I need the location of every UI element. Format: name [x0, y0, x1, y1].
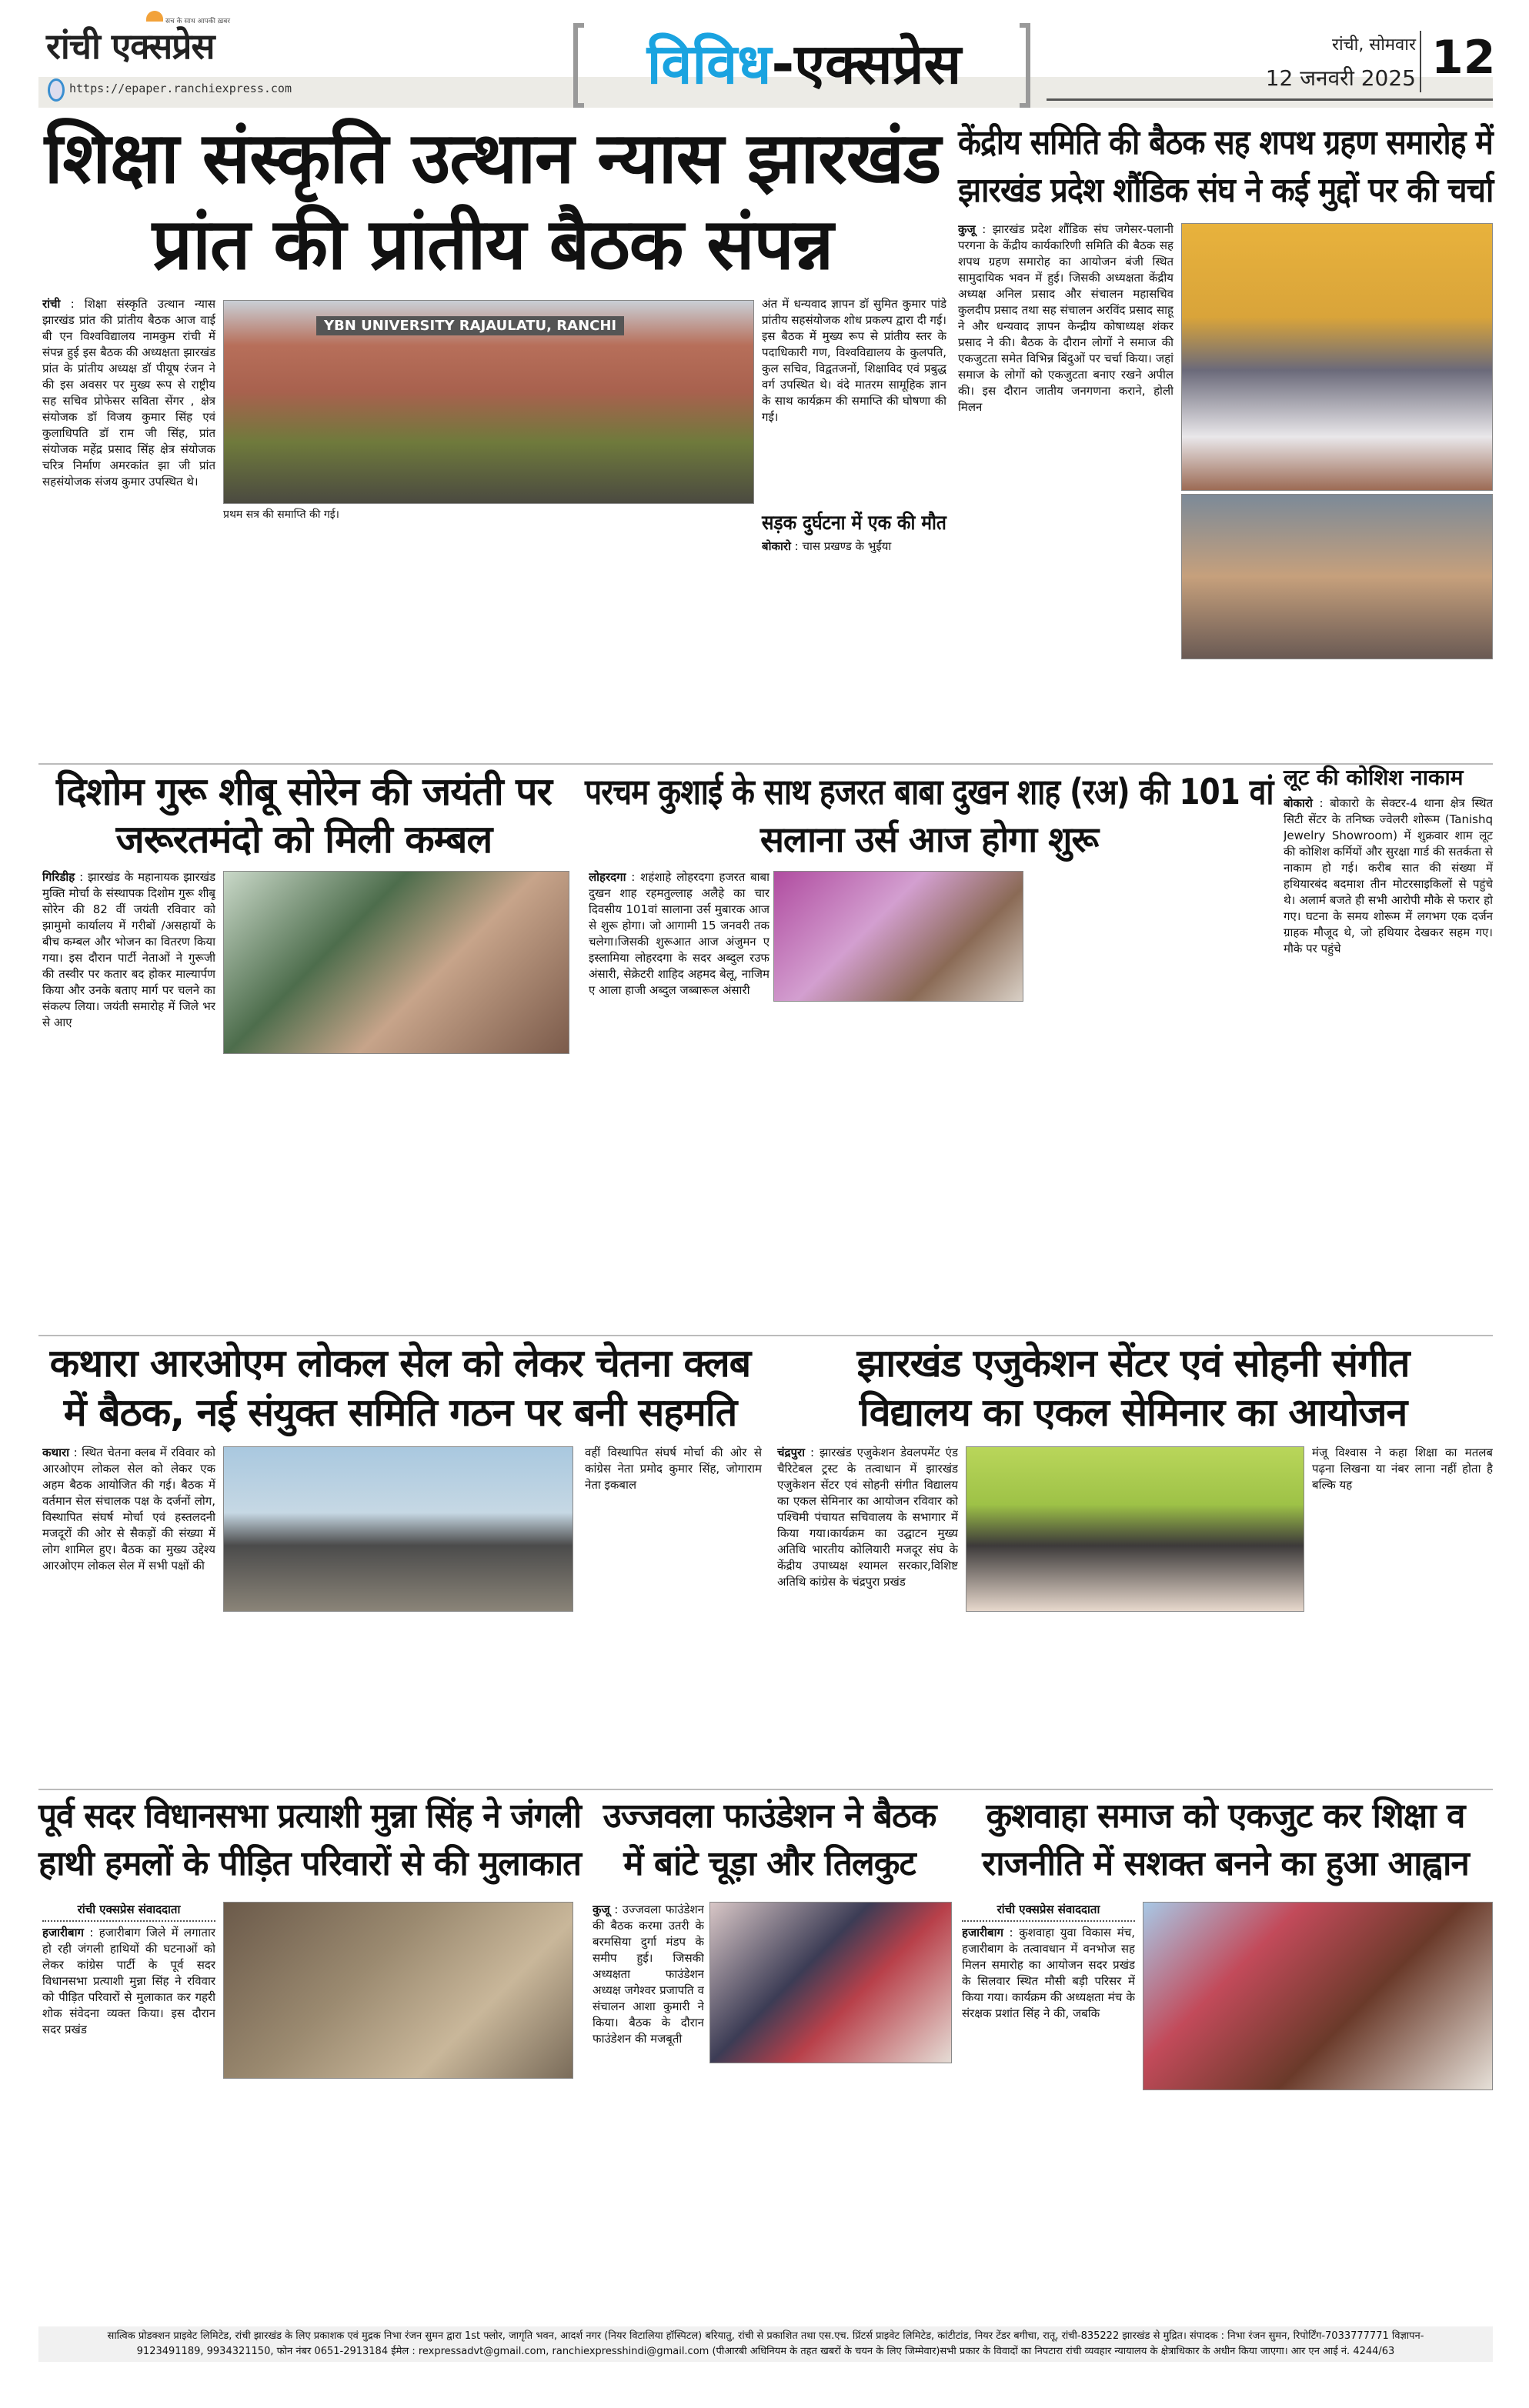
photo-shibu [223, 871, 569, 1054]
headline-ujjwala[interactable] [589, 1793, 950, 1888]
section-title-colored: विविध [646, 32, 772, 96]
dateline: बोकारो [1284, 796, 1313, 810]
photo-caption: प्रथम सत्र की समाप्ति की गई। [223, 509, 339, 521]
dateline: हजारीबाग [42, 1926, 84, 1939]
photo-shaundik [1181, 223, 1493, 491]
headline-line: झारखंड प्रदेश शौंडिक संघ ने कई मुद्दों पर की चर्चा [958, 171, 1494, 210]
body-text: : बोकारो के सेक्टर-4 थाना क्षेत्र स्थित सिटी सेंटर के तनिष्क ज्वेलरी शोरूम (Tanishq Jewelry Showroom) में शुक्रवार शाम लूट की कोशिश कर्मियों और सुरक्षा गार्ड की सतर्कता से नाकाम हो गई। करीब सात की संख्या में हथियारबंद बदमाश तीन मोटरसाइकिलों से पहुंचे थे। अलार्म बजते ही सभी आरोपी मौके से फरार हो गए। घटना के समय शोरूम में लगभग एक दर्जन ग्राहक मौजूद थे, जो हथियार देखकर सहम गए।मौके पर पहुंचे [1284, 796, 1493, 956]
photo-shiksha [223, 300, 754, 504]
body-text: : उज्जवला फाउंडेशन की बैठक करमा उतरी के बरमसिया दुर्गा मंडप के समीप हुई। जिसकी अध्यक्षता फाउंडेशन अध्यक्ष जगेश्वर प्रजापति व संचालन आशा कुमारी ने किया। बैठक के दौरान फाउंडेशन की मजबूती [593, 1903, 704, 2046]
bracket-right [1020, 23, 1030, 108]
headline-line: सलाना उर्स आज होगा शुरू [759, 819, 1099, 860]
dateline: कुजू [593, 1903, 610, 1916]
bracket-left [573, 23, 584, 108]
body-text: : झारखंड के महानायक झारखंड मुक्ति मोर्चा के संस्थापक दिशोम गुरू शीबू सोरेन की 82 वीं जयंती रविवार को झामुमो कार्यालय में गरीबों /असहायों के बीच कम्बल और भोजन का वितरण किया गया। इस दौरान पार्टी नेताओं ने गुरूजी की तस्वीर पर कतार बद होकर माल्यार्पण किया और उनके बताए मार्ग पर चलने का संकल्प लिया। जयंती समारोह में जिले भर से आए [42, 870, 215, 1029]
headline-line: जरूरतमंदो को मिली कम्बल [115, 817, 492, 862]
headline-kathara[interactable] [38, 1339, 762, 1437]
headline-line: में बांटे चूड़ा और तिलकुट [623, 1844, 916, 1883]
body-text: : शिक्षा संस्कृति उत्थान न्यास झारखंड प्रांत की प्रांतीय बैठक आज वाई बी एन विश्वविद्यालय नामकुम रांची में संपन्न हुई इस बैठक की अध्यक्षता झारखंड प्रांत के प्रांतीय अध्यक्ष डॉ पीयूष रंजन ने की इस अवसर पर मुख्य रूप से राष्ट्रीय सह सचिव प्रोफेसर सविता सेंगर , क्षेत्र संयोजक डॉ विजय कुमार सिंह एवं कुलाधिपति डॉ राम जी सिंह, प्रांत संयोजक महेंद्र प्रसाद सिंह क्षेत्र संयोजक चरित्र निर्माण अमरकांत झा जी प्रांत सहसंयोजक संजय कुमार उपस्थित थे। [42, 297, 215, 489]
photo-munna [223, 1902, 573, 2079]
body-text: : झारखंड एजुकेशन डेवलपमेंट एंड चैरिटेबल ट्रस्ट के तत्वाधान में झारखंड एजुकेशन सेंटर एवं सोहनी संगीत विद्यालय का एकल सेमिनार का आयोजन रविवार को पश्चिमी पंचायत सचिवालय के सभागार में किया गया।कार्यक्रम का उद्घाटन मुख्य अतिथि भारतीय कोलियारी मजदूर संघ के केंद्रीय उपाध्यक्ष श्यामल सरकार,विशिष्ट अतिथि कांग्रेस के चंद्रपुरा प्रखंड [777, 1446, 958, 1589]
body-text: : झारखंड प्रदेश शौंडिक संघ जगेसर-पलानी परगना के केंद्रीय कार्यकारिणी समिति की बैठक सह शपथ ग्रहण समारोह का आयोजन बंजी स्थित सामुदायिक भवन में हुई। जिसकी अध्यक्षता केंद्रीय अध्यक्ष अनिल प्रसाद और संचालन महासचिव कुलदीप प्रसाद तथा सह संचालन अरविंद प्रसाद साहू ने और धन्यवाद ज्ञापन केन्द्रीय कोषाध्यक्ष शंकर प्रसाद ने की। बैठक के दौरान लोगों ने समाज की एकजुटता समेत विभिन्न बिंदुओं पर चर्चा किया। जहां समाज के लोगों को एकजुटता बनाए रखने अपील की। इस दौरान जातीय जनगणना कराने, होली मिलन [958, 222, 1173, 414]
headline-line: उज्जवला फाउंडेशन ने बैठक [603, 1796, 936, 1836]
headline-munna[interactable] [38, 1793, 581, 1888]
section-title [593, 25, 1016, 100]
globe-icon [48, 78, 65, 102]
body-text: : चास प्रखण्ड के भुईंया [790, 539, 892, 553]
body-text: : शहंशाहे लोहरदगा हजरत बाबा दुखन शाह रहमतुल्लाह अलैहे का चार दिवसीय 101वां सालाना उर्स मुबारक आज से शुरू होगा। जो आगामी 15 जनवरी तक चलेगा।जिसकी शुरूआत आज अंजुमन ए इस्लामिया लोहरदगा के सदर अब्दुल रउफ अंसारी, सेक्रेटरी शाहिद अहमद बेलू, नाजिम ए आला हाजी अब्दुल जब्बारूल अंसारी [589, 870, 770, 997]
city-day: रांची, सोमवार [1331, 35, 1416, 55]
article-body-shaundik [958, 222, 1173, 752]
article-body-shiksha-end: अंत में धन्यवाद ज्ञापन डॉ सुमित कुमार पांडे प्रांतीय सहसंयोजक शोध प्रकल्प द्वारा दी गई। इस बैठक में मुख्य रूप से प्रांतीय स्तर के पदाधिकारी गण, विश्वविद्यालय के कुलपति, कुल सचिव, विद्वतजनों, शिक्षाविद एवं प्रबुद्ध वर्ग उपस्थित थे। वंदे मातरम सामूहिक ज्ञान के साथ कार्यक्रम की समाप्ति की घोषणा की गई। [762, 297, 946, 424]
section-divider [38, 1335, 1493, 1336]
headline-line: पूर्व सदर विधानसभा प्रत्याशी मुन्ना सिंह ने जंगली [38, 1796, 581, 1836]
imprint-footer [38, 2326, 1493, 2362]
photo-banner-text: YBN UNIVERSITY RAJAULATU, RANCHI [316, 316, 624, 335]
section-title-rest: -एक्सप्रेस [771, 32, 962, 96]
headline-line: कुशवाहा समाज को एकजुट कर शिक्षा व [986, 1796, 1465, 1836]
article-body-shiksha [42, 296, 215, 758]
imprint-line-1: सात्विक प्रोडक्शन प्राइवेट लिमिटेड, रांची झारखंड के लिए प्रकाशक एवं मुद्रक निभा रंजन सुमन द्वारा 1st फ्लोर, जागृति भवन, आदर्श नगर (नियर विटालिया हॉस्पिटल) बरियातु, रांची से प्रकाशित तथा एस.एच. प्रिंटर्स प्राइवेट लिमिटेड, कांटीटांड, नियर टेंडर बगीचा, रातू, रांची-835222 झारखंड से मुद्रित। संपादक : निभा रंजन सुमन, रिपोर्टिंग-7033777771 विज्ञापन- [107, 2330, 1424, 2342]
photo-urs [773, 871, 1023, 1002]
sun-logo-icon [146, 11, 163, 22]
body-text: : कुशवाहा युवा विकास मंच, हजारीबाग के तत्वावधान में वनभोज सह मिलन समारोह का आयोजन सदर प्रखंड के सिलवार स्थित मौसी बड़ी परिसर में किया गया। कार्यक्रम की अध्यक्षता मंच के संरक्षक प्रशांत सिंह ने की, जबकि [962, 1926, 1135, 2020]
headline-line: परचम कुशाई के साथ हजरत बाबा दुखन शाह (रअ) की 101 वां [585, 771, 1274, 812]
header-rule [1047, 98, 1493, 101]
dateline: कुजू [958, 222, 976, 236]
headline-line: प्रांत की प्रांतीय बैठक संपन्न [152, 203, 833, 285]
headline-sohni[interactable] [773, 1339, 1493, 1437]
epaper-url-link[interactable]: https://epaper.ranchiexpress.com [69, 82, 292, 95]
headline-shiksha[interactable] [38, 115, 946, 288]
page-number: 12 [1431, 31, 1496, 85]
dateline: लोहरदगा [589, 870, 626, 884]
photo-sohni [966, 1446, 1304, 1612]
section-divider [38, 763, 1493, 765]
headline-loot[interactable]: लूट की कोशिश नाकाम [1284, 765, 1464, 790]
article-body-kathara [42, 1445, 215, 1783]
issue-date: 12 जनवरी 2025 [1265, 65, 1416, 91]
photo-kushwaha [1143, 1902, 1493, 2090]
section-divider [38, 1789, 1493, 1790]
article-body-kathara-2: वहीं विस्थापित संघर्ष मोर्चा की ओर से कांग्रेस नेता प्रमोद कुमार सिंह, जोगाराम नेता इकबाल [585, 1446, 762, 1492]
body-text: : स्थित चेतना क्लब में रविवार को आरओएम लोकल सेल को लेकर एक अहम बैठक आयोजित की गई। बैठक में वर्तमान सेल संचालक पक्ष के दर्जनों लोग, विस्थापित संघर्ष मोर्चा एवं हस्तलदनी मजदूरों की ओर से सैकड़ों की संख्या में लोग शामिल हुए। बैठक का मुख्य उद्देश्य आरओएम लोकल सेल में सभी पक्षों की [42, 1446, 215, 1573]
headline-line: शिक्षा संस्कृति उत्थान न्यास झारखंड [44, 117, 941, 199]
headline-line: विद्यालय का एकल सेमिनार का आयोजन [859, 1390, 1407, 1435]
dateline: रांची [42, 297, 61, 311]
headline-urs[interactable] [585, 768, 1274, 863]
headline-accident[interactable]: सड़क दुर्घटना में एक की मौत [762, 512, 946, 535]
photo-kathara [223, 1446, 573, 1612]
divider [1420, 31, 1421, 92]
headline-line: में बैठक, नई संयुक्त समिति गठन पर बनी सहमति [63, 1390, 737, 1435]
byline: रांची एक्सप्रेस संवाददाता [42, 1902, 215, 1922]
article-kushwaha-text [962, 1902, 1135, 2317]
article-body-accident [762, 539, 946, 755]
photo-ujjwala [709, 1902, 952, 2063]
logo-tagline: सच के साथ आपकी ख़बर [165, 18, 231, 25]
article-body-shibu [42, 869, 215, 1331]
article-body-kushwaha [962, 1925, 1135, 2317]
article-body-loot [1284, 795, 1493, 1331]
article-body-sohni [777, 1445, 958, 1783]
headline-kushwaha[interactable] [958, 1793, 1493, 1888]
headline-line: झारखंड एजुकेशन सेंटर एवं सोहनी संगीत [856, 1341, 1410, 1386]
article-body-ujjwala [593, 1902, 704, 2317]
dateline: चंद्रपुरा [777, 1446, 806, 1459]
headline-line: राजनीति में सशक्त बनने का हुआ आह्वान [982, 1844, 1469, 1883]
article-body-munna [42, 1925, 215, 2317]
imprint-line-2: 9123491189, 9934321150, फोन नंबर 0651-2913184 ईमेल : rexpressadvt@gmail.com, ranchiexpresshindi@gmail.com (पीआरबी अधिनियम के तहत खबरों के चयन के लिए जिम्मेवार)सभी प्रकार के विवादों का निपटारा रांची व्यवहार न्यायालय के क्षेत्राधिकार के अधीन किया जाएगा। आर एन आई नं. 4244/63 [136, 2346, 1395, 2357]
article-munna-text [42, 1902, 215, 2317]
dateline: बोकारो [762, 539, 791, 553]
newspaper-logo[interactable]: रांची एक्सप्रेस [46, 25, 215, 67]
headline-shibu[interactable] [38, 768, 569, 863]
headline-line: दिशोम गुरू शीबू सोरेन की जयंती पर [56, 769, 552, 814]
article-body-urs [589, 869, 770, 1331]
headline-line: हाथी हमलों के पीड़ित परिवारों से की मुलाकात [38, 1844, 582, 1883]
headline-line: केंद्रीय समिति की बैठक सह शपथ ग्रहण समारोह में [958, 123, 1493, 162]
byline: रांची एक्सप्रेस संवाददाता [962, 1902, 1135, 1922]
headline-line: कथारा आरओएम लोकल सेल को लेकर चेतना क्लब [49, 1341, 751, 1386]
dateline: गिरिडीह [42, 870, 75, 884]
dateline: कथारा [42, 1446, 70, 1459]
article-body-sohni-2: मंजू विश्वास ने कहा शिक्षा का मतलब पढ़ना लिखना या नंबर लाना नहीं होता है बल्कि यह [1312, 1446, 1493, 1492]
photo-shaundik-2 [1181, 494, 1493, 659]
dateline: हजारीबाग [962, 1926, 1003, 1939]
headline-shaundik[interactable] [958, 119, 1493, 215]
body-text: : हजारीबाग जिले में लगातार हो रही जंगली हाथियों की घटनाओं को लेकर कांग्रेस पार्टी के पूर्व सदर विधानसभा प्रत्याशी मुन्ना सिंह ने रविवार को पीड़ित परिवारों से मुलाकात कर गहरी शोक संवेदना व्यक्त किया। इस दौरान सदर प्रखंड [42, 1926, 215, 2036]
